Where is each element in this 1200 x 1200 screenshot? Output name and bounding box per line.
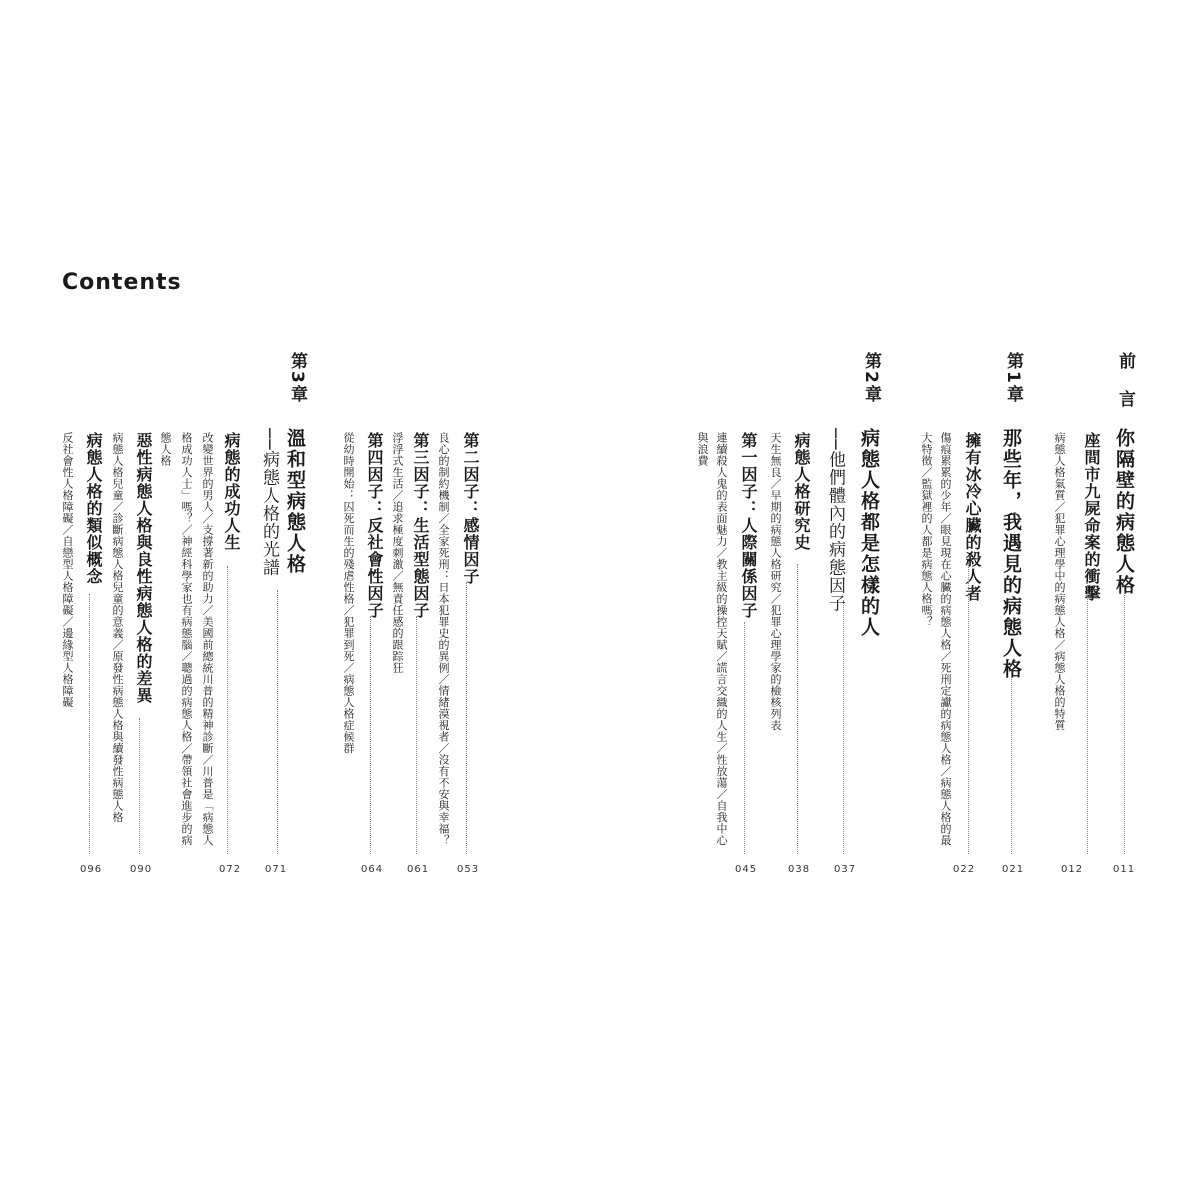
leader-dots bbox=[1124, 592, 1125, 854]
page-number: 090 bbox=[130, 864, 153, 875]
leader-dots bbox=[89, 594, 90, 854]
chapter3-title[interactable]: 溫和型病態人格 bbox=[284, 428, 306, 575]
section-title[interactable]: 病態人格的類似概念 bbox=[84, 432, 103, 585]
section-desc: 改變世界的男人／支撐著新的助力／美國前總統川普的精神診斷／川普是「病態人 bbox=[201, 432, 214, 846]
chapter1-title[interactable]: 那些年，我遇見的病態人格 bbox=[1000, 428, 1022, 680]
chapter1-label: 第1章 bbox=[1003, 352, 1023, 404]
preface-title[interactable]: 你隔壁的病態人格 bbox=[1113, 428, 1135, 596]
chapter2-label: 第2章 bbox=[861, 352, 881, 404]
section-desc: 反社會性人格障礙／自戀型人格障礙／邊緣型人格障礙 bbox=[61, 432, 74, 708]
section-desc: 格成功人士」嗎？／神經科學家也有病態腦／聰過的病態人格／帶領社會進步的病 bbox=[180, 432, 193, 846]
section-desc: 良心的制約機制／全家死刑：日本犯罪史的異例／情緒漠視者／沒有不安與幸福？ bbox=[437, 432, 450, 846]
section-title[interactable]: 惡性病態人格與良性病態人格的差異 bbox=[134, 432, 153, 704]
chapter3-label: 第3章 bbox=[287, 352, 307, 404]
page-number: 096 bbox=[80, 864, 103, 875]
section-desc: 態人格 bbox=[159, 432, 172, 467]
section-desc: 病態人格氣質／犯罪心理學中的病態人格／病態人格的特質 bbox=[1053, 432, 1066, 731]
leader-dots bbox=[1087, 582, 1088, 854]
page-number: 021 bbox=[1002, 864, 1025, 875]
chapter2-subtitle: ──他們體內的病態因子 bbox=[825, 428, 845, 613]
page-number: 072 bbox=[219, 864, 242, 875]
page-title: Contents bbox=[62, 270, 182, 295]
leader-dots bbox=[466, 582, 467, 854]
page-number: 071 bbox=[265, 864, 288, 875]
leader-dots bbox=[416, 616, 417, 854]
leader-dots bbox=[139, 718, 140, 854]
page-number: 011 bbox=[1113, 864, 1136, 875]
page-number: 061 bbox=[407, 864, 430, 875]
section-desc: 從幼時開始：囚死而生的殘虐性格／犯罪到死／病態人格症候群 bbox=[342, 432, 355, 754]
page-number: 022 bbox=[953, 864, 976, 875]
section-title[interactable]: 擁有冰冷心臟的殺人者 bbox=[963, 432, 982, 602]
section-desc: 浮浮式生活／追求極度刺激／無責任感的跟踪狂 bbox=[391, 432, 404, 674]
page-number: 038 bbox=[788, 864, 811, 875]
section-desc: 天生無良／早期的病態人格研究／犯罪心理學家的檢核列表 bbox=[769, 432, 782, 731]
chapter3-subtitle: ──病態人格的光譜 bbox=[259, 428, 279, 577]
section-desc: 大特徵／監獄裡的人都是病態人格嗎？ bbox=[920, 432, 933, 628]
leader-dots bbox=[843, 600, 844, 854]
section-title[interactable]: 第二因子：感情因子 bbox=[461, 432, 480, 585]
page-number: 064 bbox=[361, 864, 384, 875]
section-title[interactable]: 座間市九屍命案的衝擊 bbox=[1082, 432, 1101, 602]
page-number: 053 bbox=[457, 864, 480, 875]
leader-dots bbox=[797, 564, 798, 854]
page-number: 037 bbox=[834, 864, 857, 875]
page-number: 045 bbox=[735, 864, 758, 875]
section-title[interactable]: 第一因子：人際關係因子 bbox=[739, 432, 758, 619]
leader-dots bbox=[227, 566, 228, 854]
leader-dots bbox=[277, 590, 278, 854]
section-title[interactable]: 病態人格研究史 bbox=[792, 432, 811, 551]
section-title[interactable]: 病態的成功人生 bbox=[222, 432, 241, 551]
page-number: 012 bbox=[1061, 864, 1084, 875]
leader-dots bbox=[1011, 676, 1012, 854]
section-desc: 連續殺人鬼的表面魅力／教主級的操控天賦／謊言交織的人生／性放蕩／自我中心 bbox=[715, 432, 728, 846]
section-title[interactable]: 第三因子：生活型態因子 bbox=[411, 432, 430, 619]
section-desc: 傷痕累累的少年／眼見現在心臟的病態人格／死刑定讞的病態人格／病態人格的最 bbox=[939, 432, 952, 846]
leader-dots bbox=[744, 622, 745, 854]
section-desc: 與浪費 bbox=[696, 432, 709, 467]
leader-dots bbox=[968, 562, 969, 854]
section-desc: 病態人格兒童／診斷病態人格兒童的意義／原發性病態人格與續發性病態人格 bbox=[111, 432, 124, 823]
preface-label: 前 言 bbox=[1115, 352, 1135, 409]
chapter2-title[interactable]: 病態人格都是怎樣的人 bbox=[858, 428, 880, 638]
leader-dots bbox=[370, 616, 371, 854]
section-title[interactable]: 第四因子：反社會性因子 bbox=[365, 432, 384, 619]
